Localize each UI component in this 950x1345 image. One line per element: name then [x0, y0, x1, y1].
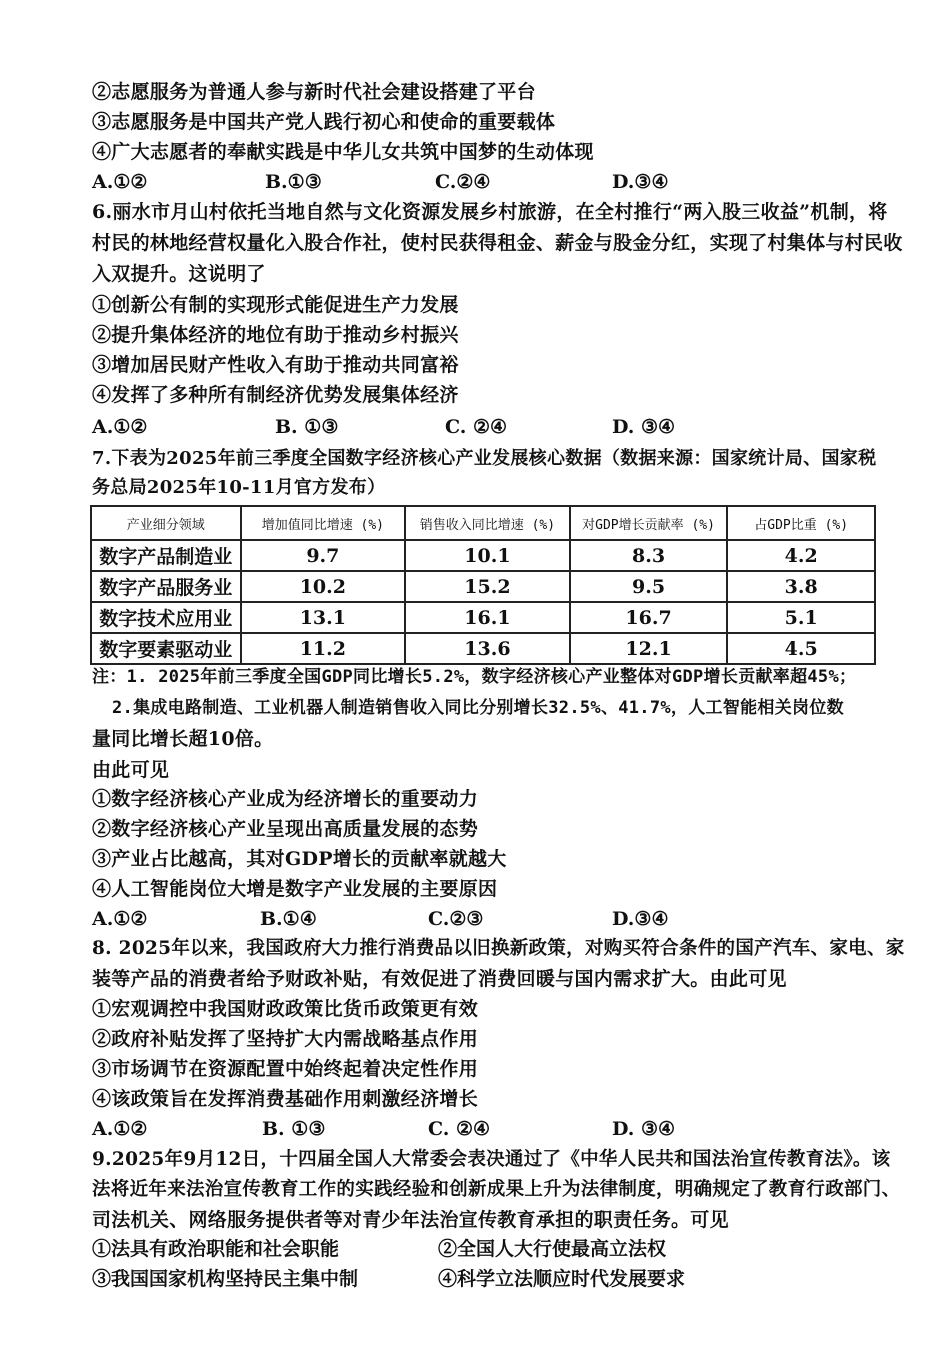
q9-stem-line-2: 法将近年来法治宣传教育工作的实践经验和创新成果上升为法律制度，明确规定了教育行政部门、	[92, 1179, 901, 1200]
q8-statement-3: ③市场调节在资源配置中始终起着决定性作用	[92, 1058, 479, 1080]
q6-stem-line-1: 6.丽水市月山村依托当地自然与文化资源发展乡村旅游，在全村推行“两入股三收益”机制，将	[92, 201, 888, 223]
table-cell: 11.2	[241, 633, 406, 664]
table-cell: 3.8	[727, 571, 875, 602]
table-cell: 16.7	[570, 602, 728, 633]
table-cell: 8.3	[570, 540, 728, 571]
q7-stem-line-2: 务总局2025年10-11月官方发布）	[92, 477, 386, 498]
q7-option-a: A.①②	[92, 908, 148, 930]
table-row	[91, 540, 875, 571]
q5-statement-4: ④广大志愿者的奉献实践是中华儿女共筑中国梦的生动体现	[92, 141, 594, 163]
q5-option-a: A.①②	[92, 171, 148, 193]
table-cell: 5.1	[727, 602, 875, 633]
q6-option-c: C. ②④	[445, 416, 508, 438]
q6-stem-line-2: 村民的林地经营权量化入股合作社，使村民获得租金、薪金与股金分红，实现了村集体与村民收	[92, 232, 903, 254]
q7-statement-4: ④人工智能岗位大增是数字产业发展的主要原因	[92, 878, 498, 900]
q9-statement-4: ④科学立法顺应时代发展要求	[438, 1268, 686, 1290]
q7-note-3: 量同比增长超10倍。	[92, 728, 274, 750]
q8-statement-1: ①宏观调控中我国财政政策比货币政策更有效	[92, 998, 479, 1020]
q8-stem-line-1: 8. 2025年以来，我国政府大力推行消费品以旧换新政策，对购买符合条件的国产汽车、家电、家	[92, 938, 905, 959]
q6-stem-line-3: 入双提升。这说明了	[92, 263, 266, 285]
table-header-cell: 增加值同比增速 (%)	[241, 506, 406, 540]
table-cell: 数字要素驱动业	[91, 633, 241, 664]
q9-statement-2: ②全国人大行使最高立法权	[438, 1238, 667, 1260]
q8-option-d: D. ③④	[612, 1118, 676, 1140]
q7-data-table	[90, 505, 876, 665]
table-cell: 数字产品服务业	[91, 571, 241, 602]
q5-option-b: B.①③	[265, 171, 322, 193]
table-header-cell: 对GDP增长贡献率 (%)	[570, 506, 728, 540]
table-cell: 13.6	[405, 633, 570, 664]
table-cell: 10.1	[405, 540, 570, 571]
table-cell: 数字技术应用业	[91, 602, 241, 633]
q8-statement-2: ②政府补贴发挥了坚持扩大内需战略基点作用	[92, 1028, 479, 1050]
q7-stem-line-1: 7.下表为2025年前三季度全国数字经济核心产业发展核心数据（数据来源：国家统计局、国家税	[92, 448, 877, 469]
q6-option-d: D. ③④	[612, 416, 676, 438]
table-row	[91, 602, 875, 633]
q6-option-b: B. ①③	[275, 416, 339, 438]
q5-option-c: C.②④	[435, 171, 491, 193]
q8-statement-4: ④该政策旨在发挥消费基础作用刺激经济增长	[92, 1088, 479, 1110]
q8-option-a: A.①②	[92, 1118, 148, 1140]
q6-statement-4: ④发挥了多种所有制经济优势发展集体经济	[92, 384, 459, 406]
table-header-cell: 销售收入同比增速 (%)	[405, 506, 570, 540]
q7-note-1: 注：1. 2025年前三季度全国GDP同比增长5.2%，数字经济核心产业整体对GDP增长贡献率超45%；	[92, 667, 857, 687]
q8-option-c: C. ②④	[428, 1118, 491, 1140]
q6-statement-1: ①创新公有制的实现形式能促进生产力发展	[92, 294, 459, 316]
table-row	[91, 633, 875, 664]
table-cell: 4.2	[727, 540, 875, 571]
table-header-cell: 产业细分领域	[91, 506, 241, 540]
table-cell: 9.7	[241, 540, 406, 571]
q6-statement-2: ②提升集体经济的地位有助于推动乡村振兴	[92, 324, 459, 346]
table-cell: 15.2	[405, 571, 570, 602]
table-row	[91, 571, 875, 602]
q6-statement-3: ③增加居民财产性收入有助于推动共同富裕	[92, 354, 459, 376]
q7-lead-text: 由此可见	[92, 759, 170, 781]
q5-option-d: D.③④	[612, 171, 669, 193]
table-cell: 数字产品制造业	[91, 540, 241, 571]
table-cell: 12.1	[570, 633, 728, 664]
table-cell: 9.5	[570, 571, 728, 602]
q5-statement-3: ③志愿服务是中国共产党人践行初心和使命的重要载体	[92, 111, 556, 133]
q9-stem-line-1: 9.2025年9月12日，十四届全国人大常委会表决通过了《中华人民共和国法治宣传教育法》。该	[92, 1149, 891, 1170]
q7-statement-3: ③产业占比越高，其对GDP增长的贡献率就越大	[92, 848, 507, 870]
q8-option-b: B. ①③	[262, 1118, 326, 1140]
q8-stem-line-2: 装等产品的消费者给予财政补贴，有效促进了消费回暖与国内需求扩大。由此可见	[92, 968, 787, 990]
q7-statement-1: ①数字经济核心产业成为经济增长的重要动力	[92, 788, 479, 810]
table-header-cell: 占GDP比重 (%)	[727, 506, 875, 540]
table-cell: 10.2	[241, 571, 406, 602]
table-header-row	[91, 506, 875, 540]
q7-option-b: B.①④	[260, 908, 317, 930]
q5-statement-2: ②志愿服务为普通人参与新时代社会建设搭建了平台	[92, 81, 536, 103]
table-cell: 16.1	[405, 602, 570, 633]
q9-statement-3: ③我国国家机构坚持民主集中制	[92, 1268, 359, 1290]
table-cell: 13.1	[241, 602, 406, 633]
q7-statement-2: ②数字经济核心产业呈现出高质量发展的态势	[92, 818, 479, 840]
q7-note-2: 2.集成电路制造、工业机器人制造销售收入同比分别增长32.5%、41.7%，人工智能相关岗位数	[112, 698, 844, 718]
table-cell: 4.5	[727, 633, 875, 664]
q7-option-c: C.②③	[428, 908, 484, 930]
q9-stem-line-3: 司法机关、网络服务提供者等对青少年法治宣传教育承担的职责任务。可见	[92, 1209, 729, 1231]
q9-statement-1: ①法具有政治职能和社会职能	[92, 1238, 340, 1260]
q6-option-a: A.①②	[92, 416, 148, 438]
q7-option-d: D.③④	[612, 908, 669, 930]
